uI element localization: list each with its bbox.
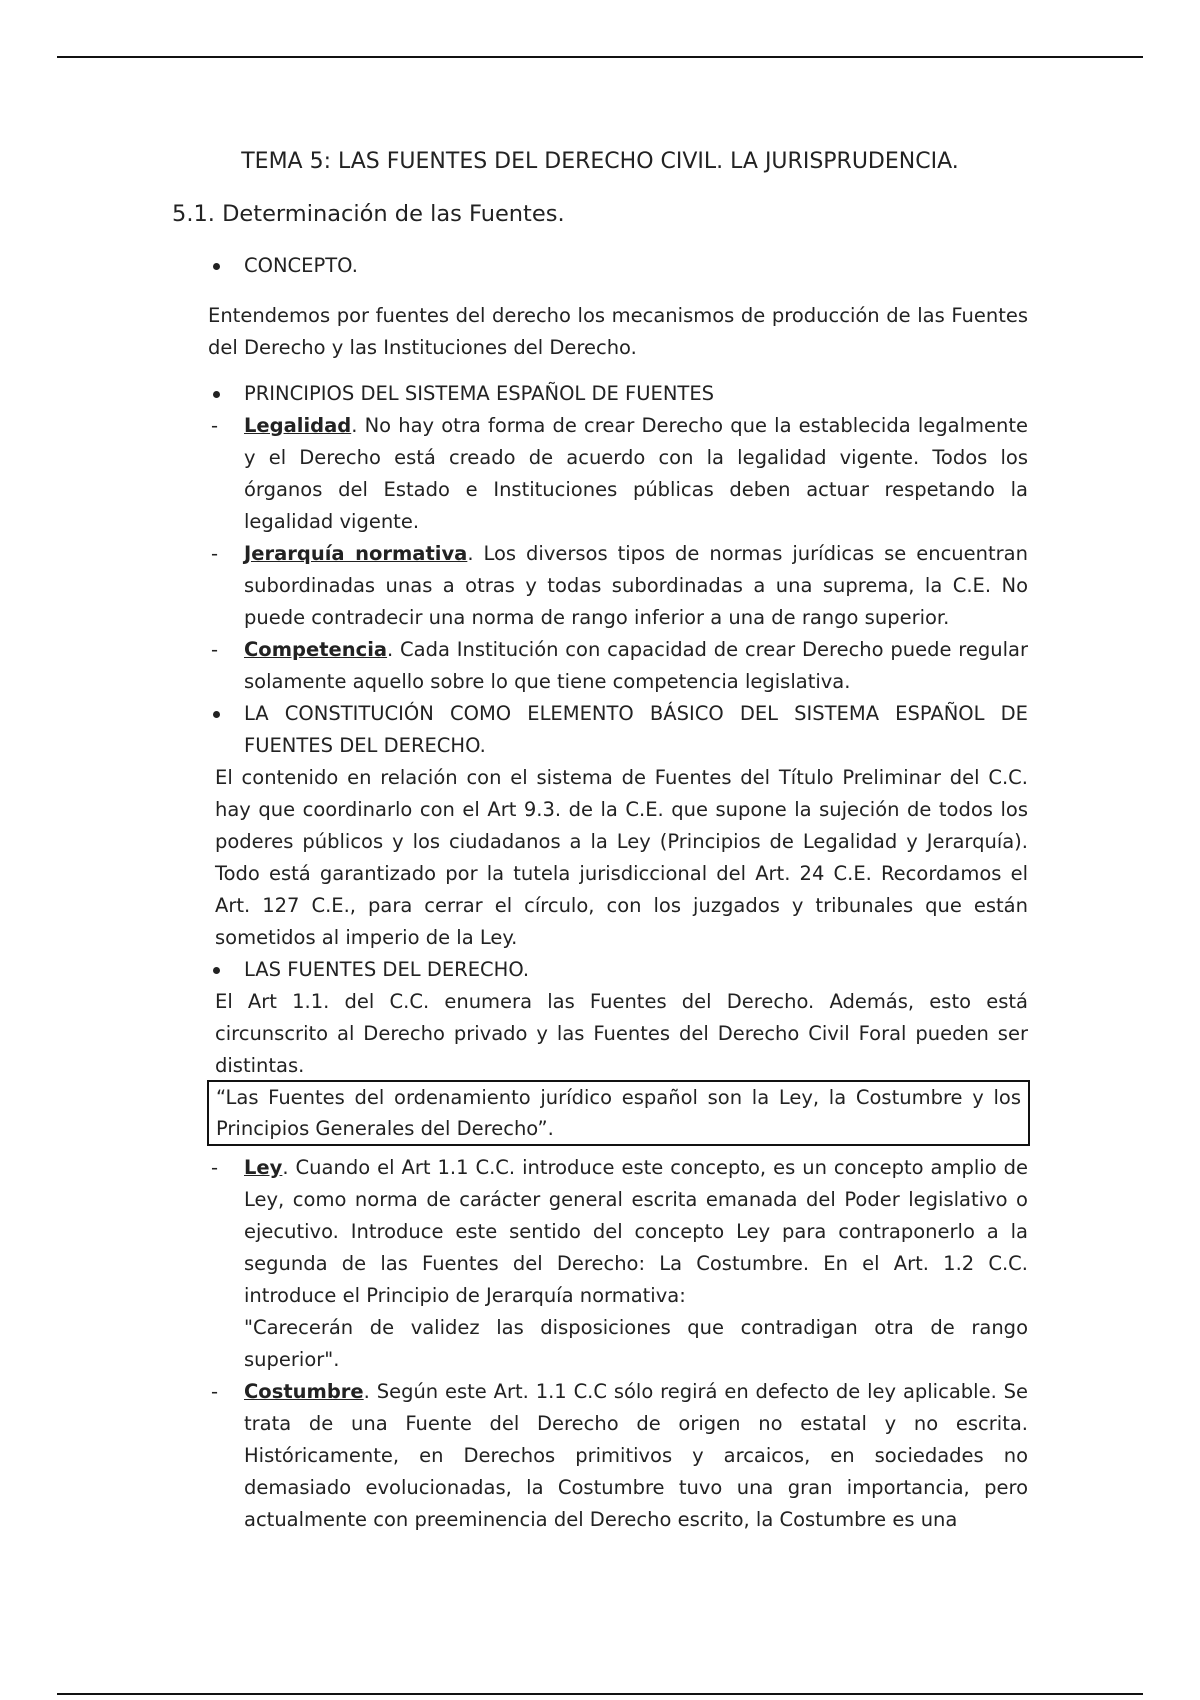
concepto-paragraph: Entendemos por fuentes del derecho los mecanismos de producción de las Fuentes del Derecho y las Instituciones del Derecho.	[208, 304, 1028, 359]
dash-marker: -	[211, 1380, 219, 1403]
principle-competencia: - Competencia. Cada Institución con capacidad de crear Derecho puede regular solamente aquello sobre lo que tiene competencia legislativa.	[208, 634, 1028, 698]
dash-marker: -	[211, 638, 219, 661]
principle-legalidad: - Legalidad. No hay otra forma de crear Derecho que la establecida legalmente y el Derecho está creado de acuerdo con la legalidad vigente. Todos los órganos del Estado e Instituciones públicas deben actuar respetando la legalidad vigente.	[208, 410, 1028, 538]
bullet-icon	[213, 263, 220, 270]
bullet-icon	[213, 967, 220, 974]
bullet-concepto: CONCEPTO.	[208, 250, 1028, 282]
fuente-ley: - Ley. Cuando el Art 1.1 C.C. introduce este concepto, es un concepto amplio de Ley, como norma de carácter general escrita emanada del Poder legislativo o ejecutivo. Introduce este sentido del concepto Ley para contraponerlo a la segunda de las Fuentes del Derecho: La Costumbre. En el Art. 1.2 C.C. introduce el Principio de Jerarquía normativa: "Carecerán de validez las disposiciones que contradigan otra de rango superior".	[208, 1152, 1028, 1376]
bullet-constitucion: LA CONSTITUCIÓN COMO ELEMENTO BÁSICO DEL SISTEMA ESPAÑOL DE FUENTES DEL DERECHO.	[208, 698, 1028, 762]
fuente-costumbre: - Costumbre. Según este Art. 1.1 C.C sólo regirá en defecto de ley aplicable. Se trata de una Fuente del Derecho de origen no estatal y no escrita. Históricamente, en Derechos primitivos y arcaicos, en sociedades no demasiado evolucionadas, la Costumbre tuvo una gran importancia, pero actualmente con preeminencia del Derecho escrito, la Costumbre es una	[208, 1376, 1028, 1536]
bullet-icon	[213, 391, 220, 398]
bullet-principios: PRINCIPIOS DEL SISTEMA ESPAÑOL DE FUENTES	[208, 378, 1028, 410]
term-competencia: Competencia	[244, 638, 388, 661]
quote-box: “Las Fuentes del ordenamiento jurídico español son la Ley, la Costumbre y los Principios Generales del Derecho”.	[207, 1080, 1030, 1146]
fuentes-paragraph: El Art 1.1. del C.C. enumera las Fuentes del Derecho. Además, esto está circunscrito al Derecho privado y las Fuentes del Derecho Civil Foral pueden ser distintas.	[215, 990, 1028, 1077]
header-rule	[57, 56, 1143, 58]
dash-marker: -	[211, 1156, 219, 1179]
bullet-fuentes: LAS FUENTES DEL DERECHO.	[208, 954, 1028, 986]
term-costumbre: Costumbre	[244, 1380, 364, 1403]
page-title: TEMA 5: LAS FUENTES DEL DERECHO CIVIL. LA JURISPRUDENCIA.	[241, 149, 959, 174]
dash-marker: -	[211, 414, 219, 437]
bullet-icon	[213, 711, 220, 718]
footer-rule	[57, 1693, 1143, 1695]
constitucion-paragraph: El contenido en relación con el sistema de Fuentes del Título Preliminar del C.C. hay que coordinarlo con el Art 9.3. de la C.E. que supone la sujeción de todos los poderes públicos y los ciudadanos a la Ley (Principios de Legalidad y Jerarquía). Todo está garantizado por la tutela jurisdiccional del Art. 24 C.E. Recordamos el Art. 127 C.E., para cerrar el círculo, con los juzgados y tribunales que están sometidos al imperio de la Ley.	[215, 766, 1028, 949]
term-ley: Ley	[244, 1156, 283, 1179]
principle-jerarquia: - Jerarquía normativa. Los diversos tipos de normas jurídicas se encuentran subordinadas unas a otras y todas subordinadas a una suprema, la C.E. No puede contradecir una norma de rango inferior a una de rango superior.	[208, 538, 1028, 634]
term-legalidad: Legalidad	[244, 414, 352, 437]
section-heading: 5.1. Determinación de las Fuentes.	[172, 201, 565, 227]
ley-quote: "Carecerán de validez las disposiciones que contradigan otra de rango superior".	[244, 1316, 1028, 1371]
term-jerarquia: Jerarquía normativa	[244, 542, 468, 565]
dash-marker: -	[211, 542, 219, 565]
